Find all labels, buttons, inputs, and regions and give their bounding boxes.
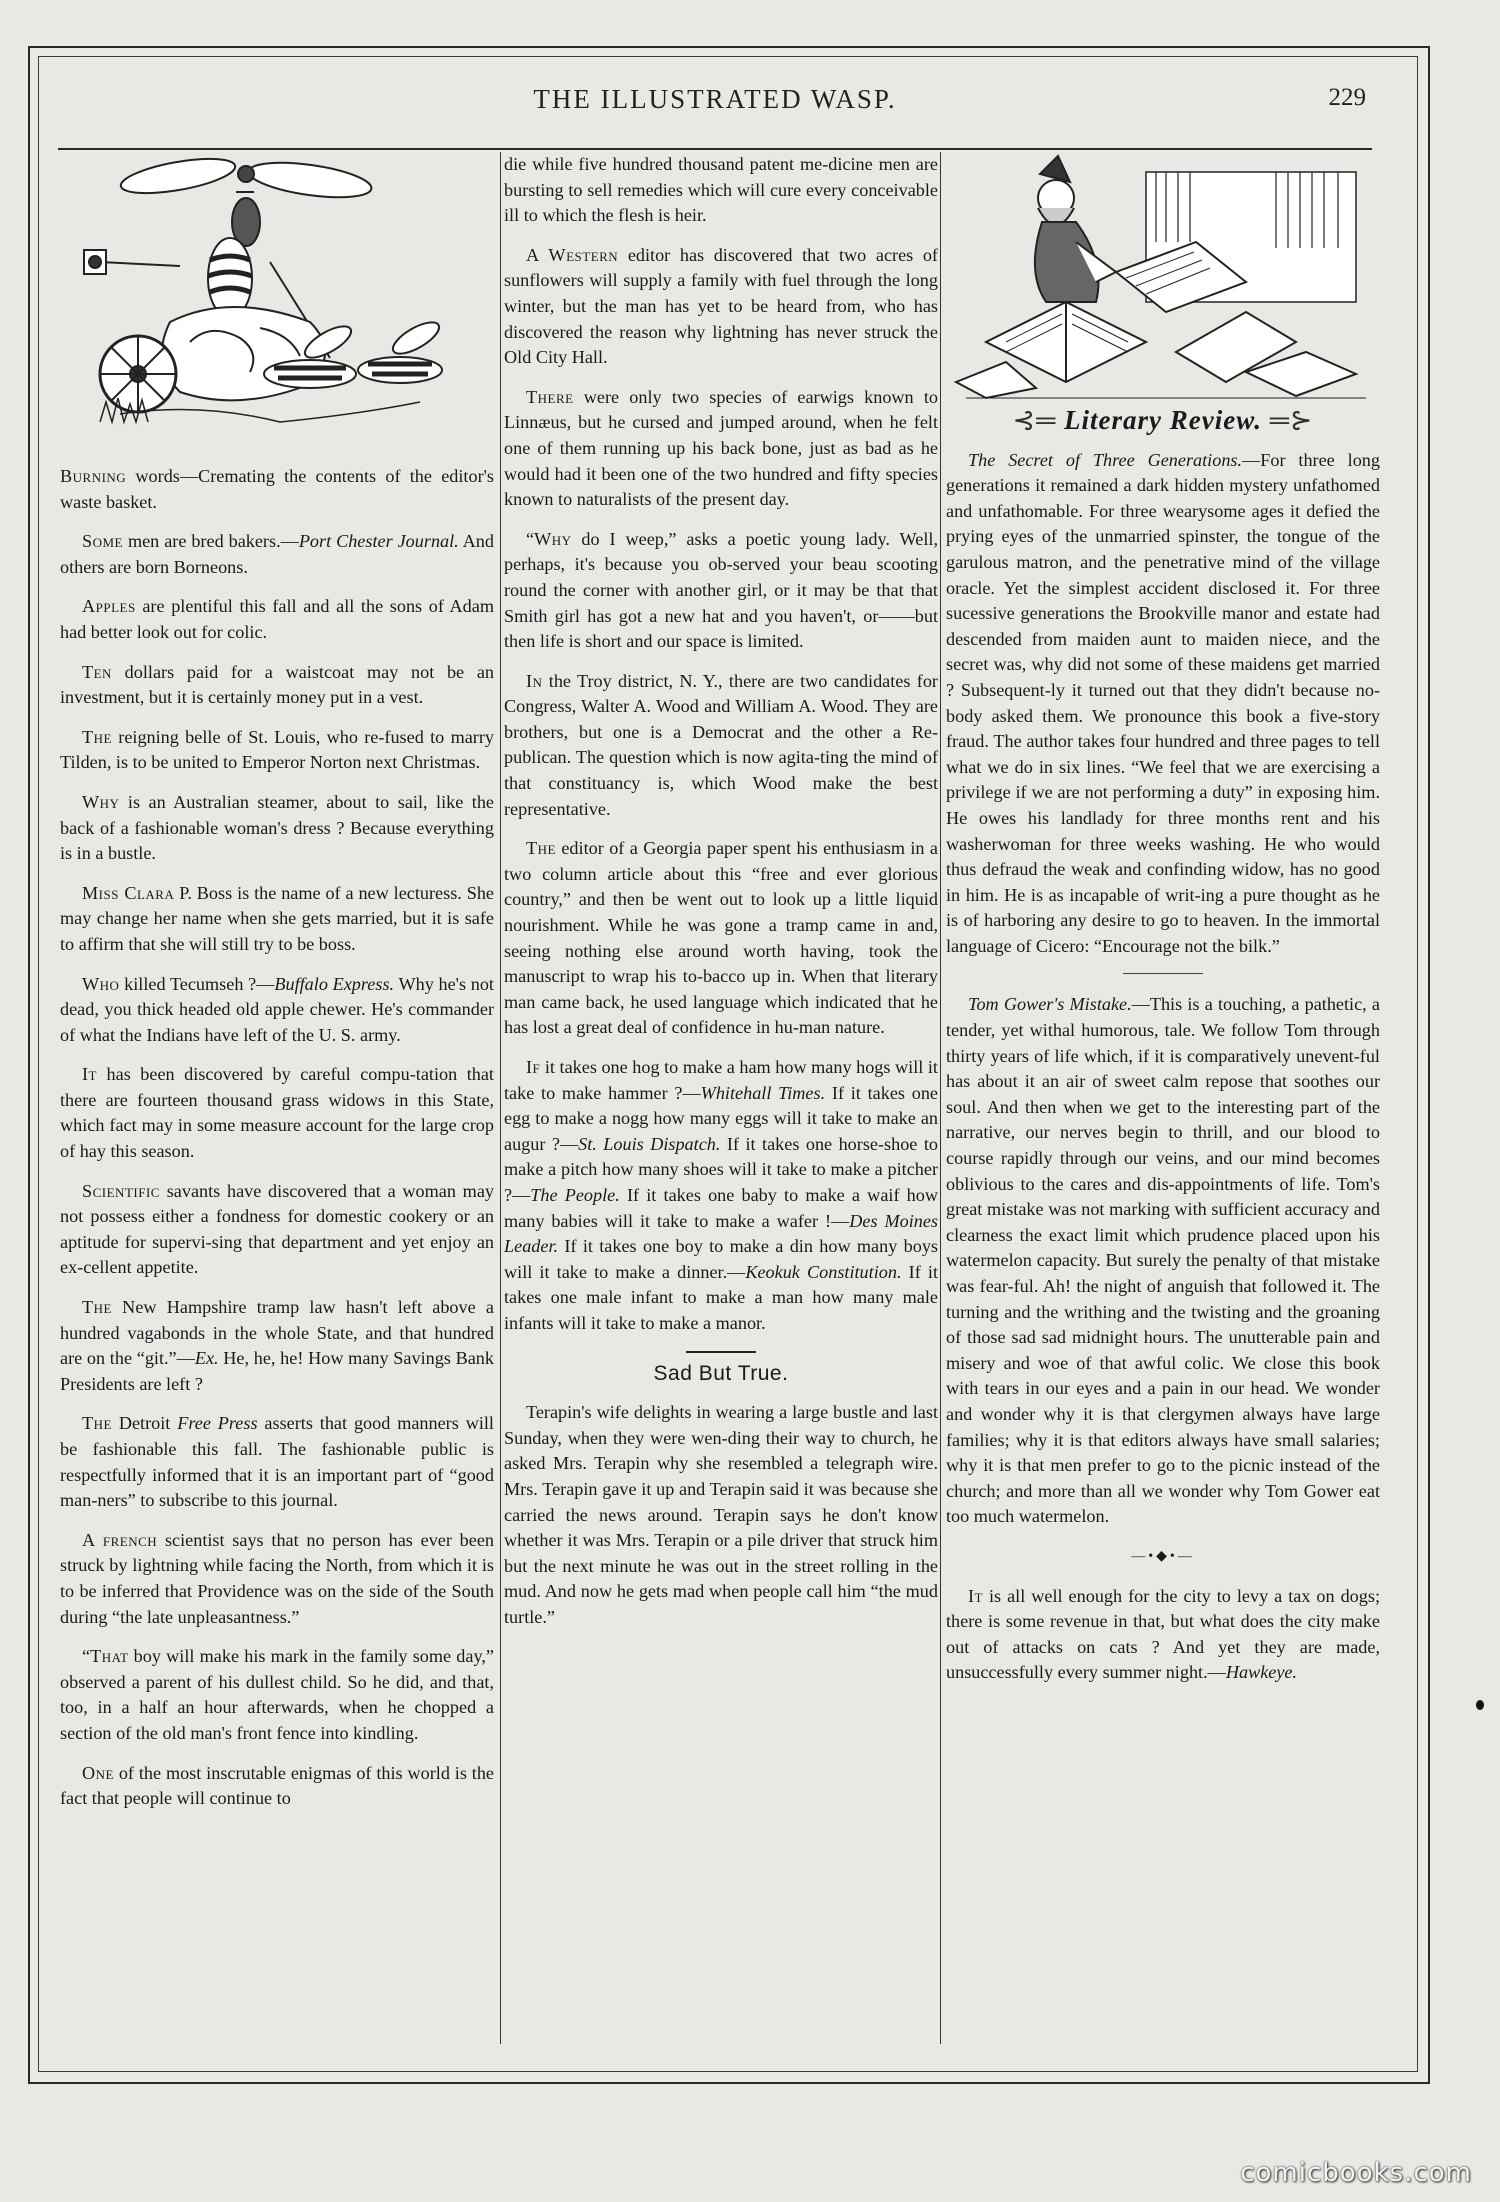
para-western-editor: A Western editor has discovered that two acres of sunflowers will supply a family with fuel through the long winter, but the man has yet to be heard from, who has discovered the reason why lightning has never struck the Old City Hall.	[504, 244, 938, 368]
para-dog-tax: It is all well enough for the city to levy a tax on dogs; there is some revenue in that, but what does the city make out of attacks on cats ? And yet they are made, unsuccessfully every summer night.—Hawkeye.	[946, 1585, 1380, 1683]
para-clara-boss: Miss Clara P. Boss is the name of a new lecturess. She may change her name when she gets married, but it is safe to affirm that she will still try to be boss.	[60, 882, 494, 954]
gnome-reading-drawing	[946, 152, 1380, 402]
para-secret-three-generations: The Secret of Three Generations.—For three long generations it remained a dark hidden mystery unfathomed and unfathomable. For three wearysome ages it defied the prying eyes of the unmarried spinster, the tongue of the garulous matron, and the penetrative mind of the village oracle. Yet the simplest accident disclosed it. For three sucessive generations the Brookville manor and estate had descended from maiden aunt to maiden niece, and the secret was, why did not some of these maidens get married ? Subsequent-ly it turned out that they didn't because no-body asked them. We pronounce this book a five-story fraud. The author takes four hundred and three pages to tell what we do in six lines. “We feel that we are exercising a privilege if we are not performing a duty” in exposing him. He owes his landlady for three months rent and his washerwoman for three weeks washing. He who would thus defraud the weak and confinding widow, has no good in him. He is as incapable of writ-ing a pure thought as he is of harboring any desire to go to heaven. In the immortal language of Cicero: “Encourage not the bilk.”	[946, 449, 1380, 956]
column-2	[504, 152, 938, 1644]
para-bakers: Some men are bred bakers.—Port Chester Journal. And others are born Borneons.	[60, 531, 494, 577]
divider-rule	[1123, 973, 1203, 974]
para-troy-district: In the Troy district, N. Y., there are two candidates for Congress, Walter A. Wood and William A. Wood. They are brothers, but one is a Democrat and the other a Re-publican. The question which is now agita-ting the mind of that constituancy is, which Wood make the best representative.	[504, 670, 938, 819]
para-why-do-i-weep: “Why do I weep,” asks a poetic young lady. Well, perhaps, it's because you ob-served your beau scooting round the corner with another girl, or it may be that that Smith girl has got a new hat and you haven't, or——but then life is short and our space is limited.	[504, 528, 938, 652]
section-title-literary-review	[946, 405, 1380, 435]
para-patent-medicine: die while five hundred thousand patent me-dicine men are bursting to sell remedies which will cure every conceivable ill to which the flesh is heir.	[504, 154, 938, 226]
page-number: 229	[1328, 84, 1366, 111]
para-belle-st-louis: The reigning belle of St. Louis, who re-fused to marry Tilden, is to be united to Emperor Norton next Christmas.	[60, 726, 494, 773]
para-that-boy: “That boy will make his mark in the family some day,” observed a parent of his dullest child. So he did, and that, too, in a half an hour afterwards, when he chopped a section of the old man's front fence into kindling.	[60, 1646, 494, 1743]
watermark: comicbooks.com	[1240, 2158, 1472, 2188]
para-tecumseh: Who killed Tecumseh ?—Buffalo Express. Why he's not dead, you thick headed old apple chewer. He's commander of what the Indians have left of the U. S. army.	[60, 973, 494, 1045]
wasp-chariot-illustration	[60, 152, 494, 458]
para-waistcoat: Ten dollars paid for a waistcoat may not be an investment, but it is certainly money put in a vest.	[60, 661, 494, 708]
column-rule-1	[500, 152, 501, 2044]
literary-review-label: Literary Review.	[1064, 405, 1262, 435]
para-inscrutable-enigmas: One of the most inscrutable enigmas of this world is the fact that people will continue to	[60, 1762, 494, 1809]
literary-gnome-illustration	[946, 152, 1380, 402]
ink-spot	[1476, 1700, 1484, 1710]
section-rule	[686, 1351, 756, 1353]
para-detroit-free-press: The Detroit Free Press asserts that good manners will be fashionable this fall. The fashionable public is respectfully informed that it is an important part of “good man-ners” to subscribe to this journal.	[60, 1413, 494, 1511]
para-french-scientist: A french scientist says that no person has ever been struck by lightning while facing the North, from which it is to be inferred that Providence was on the side of the South during “the late unpleasantness.”	[60, 1529, 495, 1627]
ornament-divider: ―•◆•―	[1131, 1548, 1195, 1564]
para-earwigs: There were only two species of earwigs known to Linnæus, but he cursed and jumped around, when he felt one of them running up his back bone, just as bad as he would had it been one of the two hundred and fifty species known to naturalists of the present day.	[504, 386, 938, 510]
scroll-ornament-left: ⊰═	[1012, 405, 1057, 435]
column-rule-2	[940, 152, 941, 2044]
running-title: THE ILLUSTRATED WASP.	[533, 84, 897, 114]
page-header	[58, 84, 1372, 124]
column-1	[60, 152, 494, 1826]
para-apples: Apples are plentiful this fall and all the sons of Adam had better look out for colic.	[60, 596, 494, 642]
para-hog-ham: If it takes one hog to make a ham how many hogs will it take to make hammer ?—Whitehall Times. If it takes one egg to make a nogg how many eggs will it take to make an augur ?—St. Louis Dispatch. If it takes one horse-shoe to make a pitch how many shoes will it take to make a pitcher ?—The People. If it takes one baby to make a waif how many babies will it take to make a wafer !—Des Moines Leader. If it takes one boy to make a din how many boys will it take to make a dinner.—Keokuk Constitution. If it takes one male infant to make a man how many male infants will it take to make a manor.	[504, 1057, 939, 1333]
para-tom-gowers-mistake: Tom Gower's Mistake.—This is a touching, a pathetic, a tender, yet withal humorous, tale. We follow Tom through thirty years of life which, if it is comparatively unevent-ful has about it an air of sweet calm repose that soothes our soul. And then when we get to the interesting part of the narrative, our nerves begin to thrill, and our blood to course rapidly through our veins, and our mind becomes oblivious to the cares and dis-appointments of life. Tom's great mistake was not marking with sufficient accuracy and clearness the exact limit which prudence placed upon his watermelon capacity. But surely the penalty of that mistake was fear-ful. Ah! the night of anguish that followed it. The turning and the writhing and the twisting and the groaning of those sad sad midnight hours. The unutterable pain and misery and woe of that awful colic. We close this book with tears in our eyes and a pain in our head. We wonder and wonder why it is that clergymen always have large families; why it is that editors always have small salaries; why it is that men prefer to go to the picnic instead of the church; and more than all we wonder why Tom Gower eat too much watermelon.	[946, 994, 1380, 1527]
para-georgia-editor: The editor of a Georgia paper spent his enthusiasm in a two column article about this “free and ever glorious country,” and then be went out to look up a little liquid nourishment. While he was gone a tramp came in and, seeing nothing else around worth having, took the manuscript to wrap his to-bacco up in. When that literary man came back, he used language which indicated that he has lost a great deal of confidence in hu-man nature.	[504, 838, 938, 1038]
scroll-ornament-right: ═⊱	[1269, 405, 1314, 435]
para-australian-steamer: Why is an Australian steamer, about to sail, like the back of a fashionable woman's dress ? Because everything is in a bustle.	[60, 791, 494, 864]
para-scientific-savants: Scientific savants have discovered that a woman may not possess either a fondness for domestic cookery or an aptitude for supervi-sing that department and yet enjoy an ex-cellent appetite.	[60, 1180, 494, 1278]
section-title-sad-but-true: Sad But True.	[653, 1361, 789, 1385]
para-burning-words: Burning words—Cremating the contents of the editor's waste basket.	[60, 466, 494, 512]
para-tramp-law: The New Hampshire tramp law hasn't left above a hundred vagabonds in the whole State, and that hundred are on the “git.”—Ex. He, he, he! How many Savings Bank Presidents are left ?	[60, 1297, 494, 1394]
para-terapin: Terapin's wife delights in wearing a large bustle and last Sunday, when they were wen-ding their way to church, he asked Mrs. Terapin why she resembled a telegraph wire. Mrs. Terapin gave it up and Terapin said it was because she carried the news around. Terapin says he don't know whether it was Mrs. Terapin or a pile driver that struck him but the next minute he was out in the street rolling in the mud. And now he gets mad when people call him “the mud turtle.”	[504, 1402, 938, 1627]
wasp-chariot-drawing	[60, 152, 494, 458]
para-grass-widows: It has been discovered by careful compu-tation that there are fourteen thousand grass widows in this State, which fact may in some measure account for the large crop of hay this season.	[60, 1064, 494, 1162]
header-rule	[58, 148, 1372, 150]
column-3	[946, 152, 1380, 1700]
